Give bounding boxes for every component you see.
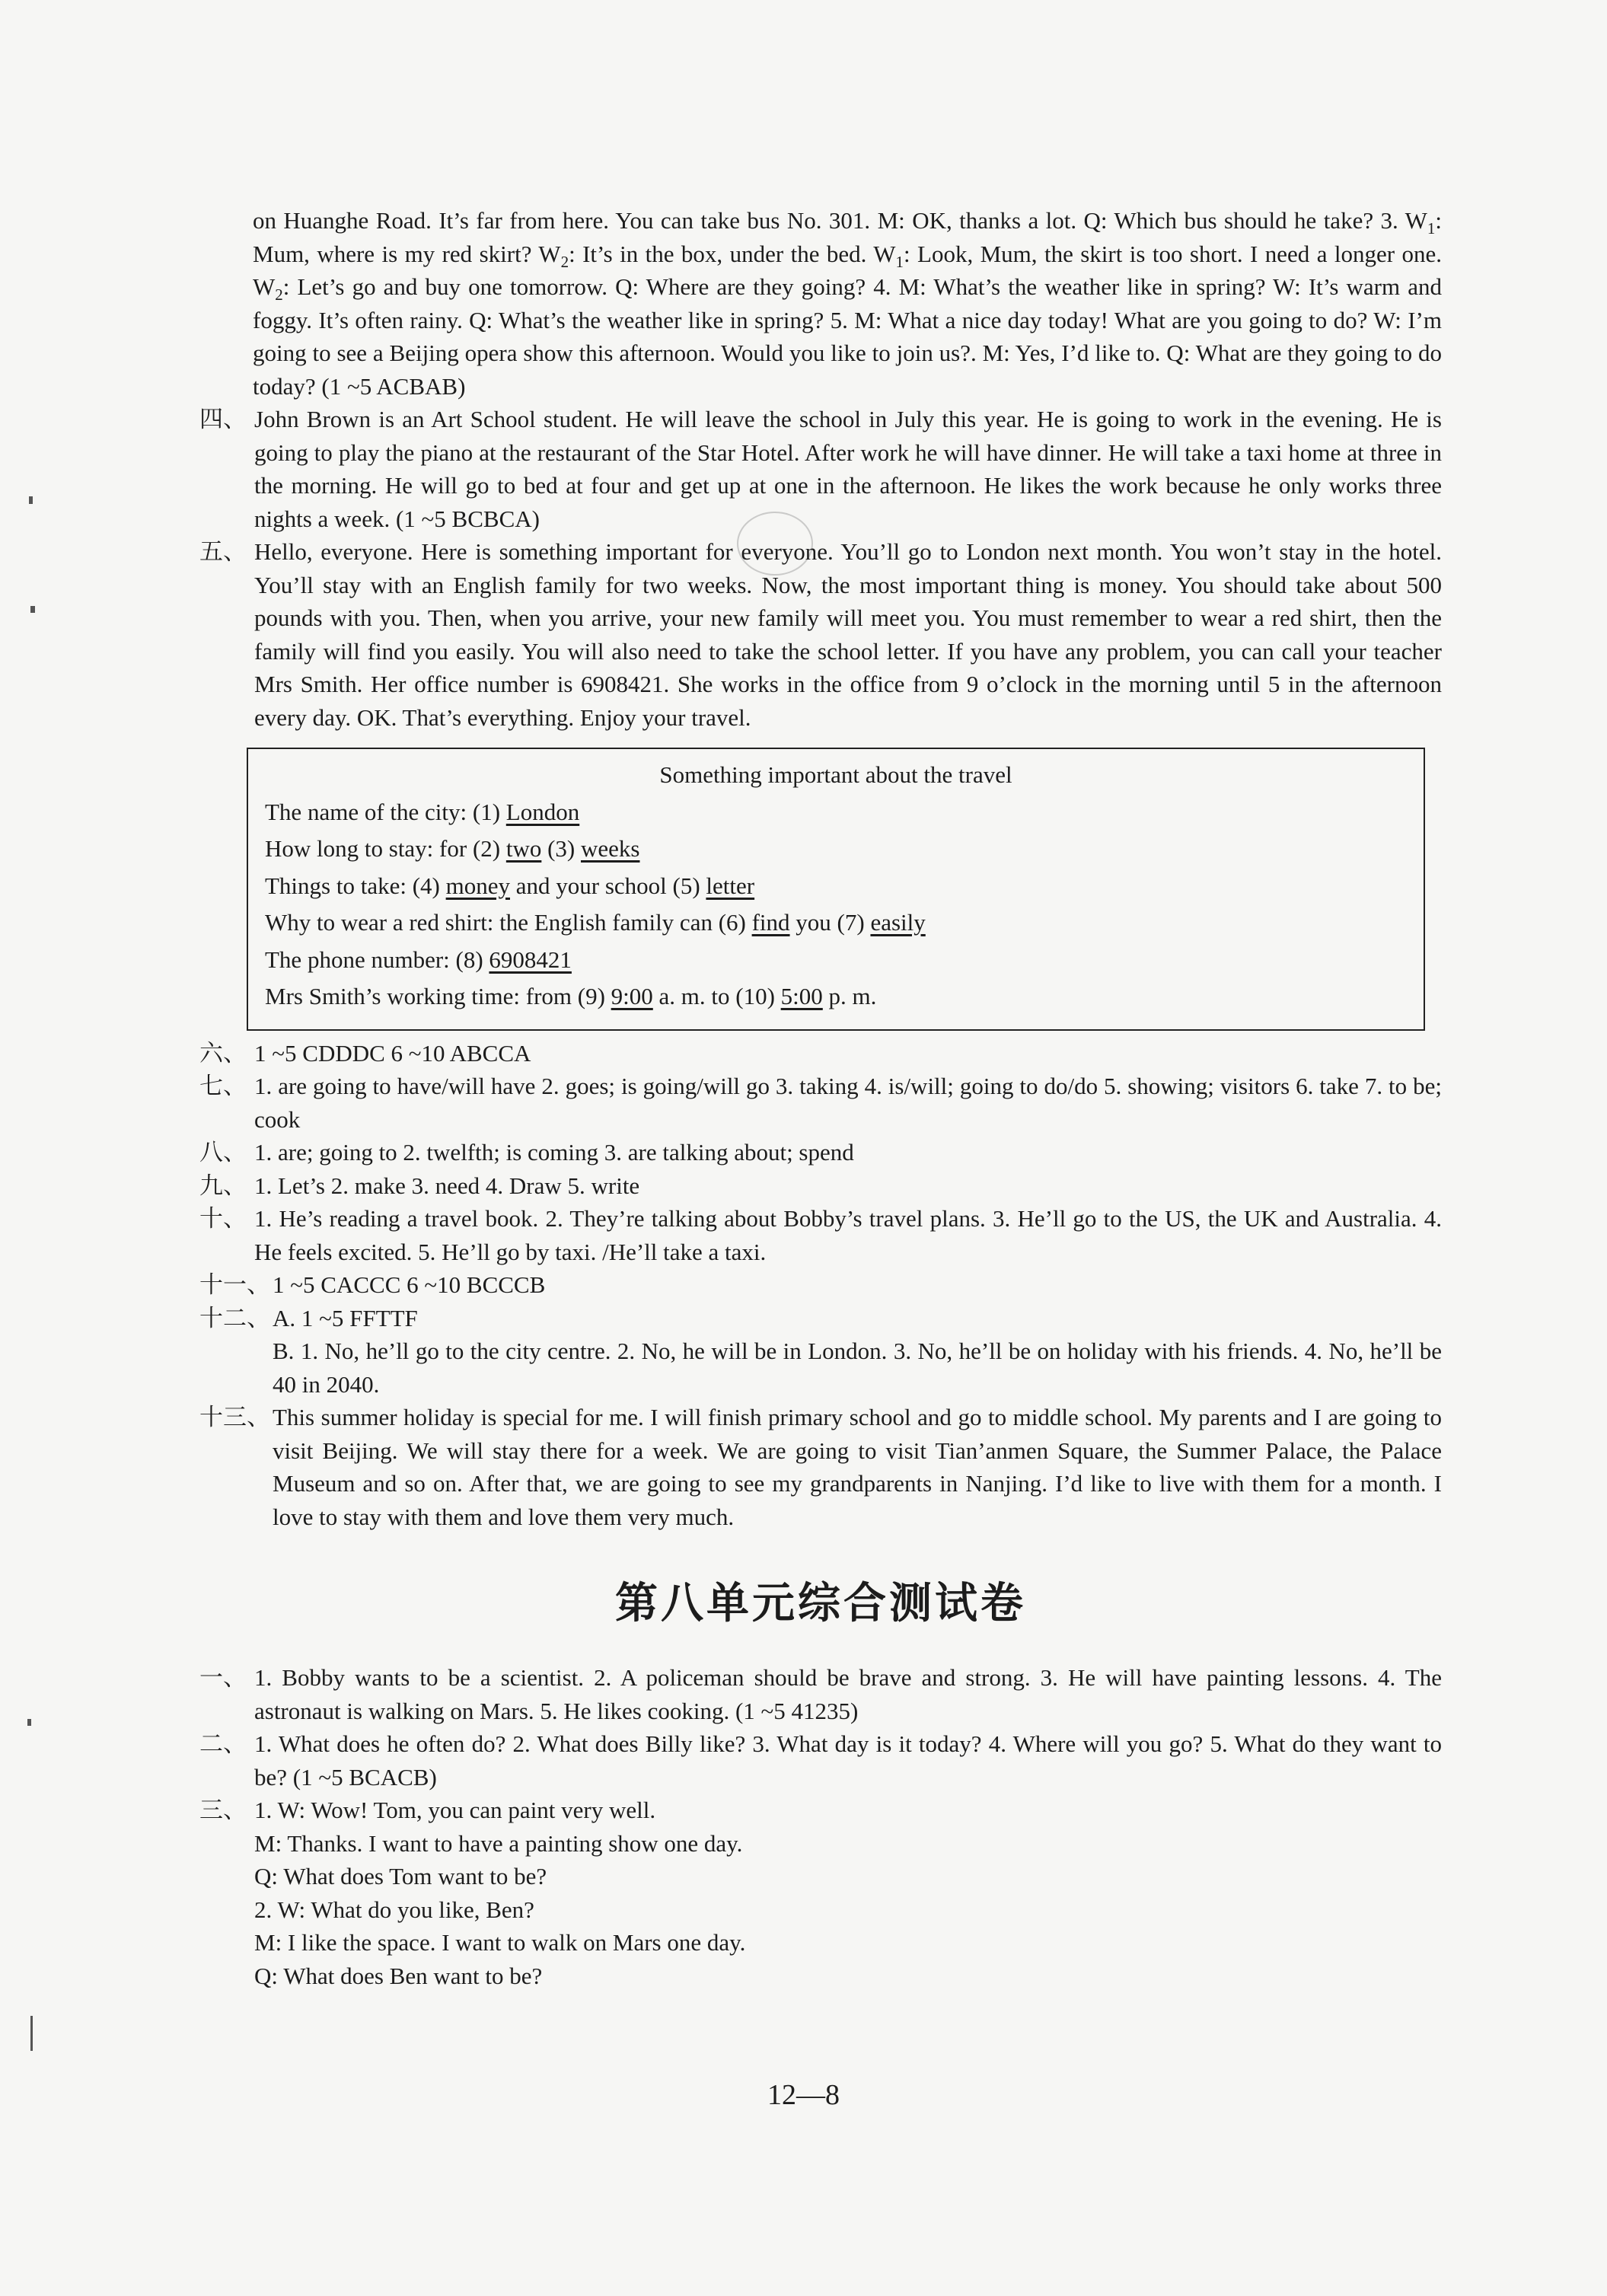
box-row-phone: The phone number: (8) 6908421 [265,946,572,973]
box-title: Something important about the travel [659,761,1012,788]
dialogue-line: 2. W: What do you like, Ben? [254,1896,534,1923]
unit-8-title: 第八单元综合测试卷 [615,1579,1026,1628]
page-number: 12—8 [767,2079,840,2111]
binding-mark [30,2016,33,2051]
section-label: 五、 [199,538,247,565]
unit8-section-1: 一、 1. Bobby wants to be a scientist. 2. A policeman should be brave and strong. 3. He will have painting lessons. 4. The astronaut is walking on Mars. 5. He likes cooking. (1 ~5 41235) [199,1664,1442,1724]
binding-mark [29,496,33,504]
section-label: 四、 [199,406,247,432]
binding-mark [30,606,35,613]
dialogue-line: M: I like the space. I want to walk on Mars one day. [254,1929,746,1956]
dialogue-line: 1. W: Wow! Tom, you can paint very well. [254,1797,656,1823]
travel-info-box [247,748,1425,1031]
section-7: 七、 1. are going to have/will have 2. goes; is going/will go 3. taking 4. is/will; going to do/do 5. showing; visitors 6. take 7. to be; cook [199,1073,1442,1133]
section-9: 九、 1. Let’s 2. make 3. need 4. Draw 5. write [199,1172,640,1199]
answer-content [199,204,1442,1992]
dialogue-line: M: Thanks. I want to have a painting show one day. [254,1829,743,1857]
section-text: John Brown is an Art School student. He will leave the school in July this year. He is going to work in the evening. He is going to play the piano at the restaurant of the Star Hotel. After work he will have dinner. He will take a taxi home at three in the morning. He will go to bed at four and get up at one in the afternoon. He likes the work because he only works three nights a week. (1 ~5 BCBCA) [254,406,1442,532]
section-5 [199,535,1442,734]
section-6: 六、 1 ~5 CDDDC 6 ~10 ABCCA [199,1039,531,1067]
binding-mark [27,1719,31,1726]
box-row-why: Why to wear a red shirt: the English family can (6) find you (7) easily [265,909,926,936]
section-11: 十一、 1 ~5 CACCC 6 ~10 BCCCB [199,1271,546,1298]
box-row-city: The name of the city: (1) London [265,798,580,825]
section-12: 十二、 A. 1 ~5 FFTTF B. 1. No, he’ll go to the city centre. 2. No, he will be in London. 3. No, he’ll be on holiday with his friends. 4. No, he’ll be 40 in 2040. [199,1304,1442,1398]
section-4 [199,403,1442,535]
box-row-time: Mrs Smith’s working time: from (9) 9:00 a. m. to (10) 5:00 p. m. [265,983,877,1009]
dialogue-line: Q: What does Ben want to be? [254,1962,543,1989]
section-13: 十三、 This summer holiday is special for me. I will finish primary school and go to middle school. My parents and I are going to visit Beijing. We will stay there for a week. We are going to visit Tian’anmen Square, the Summer Palace, the Palace Museum and so on. After that, we are going to see my grandparents in Nanjing. I’d like to live with them for a month. I love to stay with them and love them very much. [199,1404,1442,1530]
section-text: Hello, everyone. Here is something important for everyone. You’ll go to London next month. You won’t stay in the hotel. You’ll stay with an English family for two weeks. Now, the most important thing is money. You should take about 500 pounds with you. Then, when you arrive, your new family will meet you. You must remember to wear a red shirt, then the family will find you easily. You will also need to take the school letter. If you have any problem, you can call your teacher Mrs Smith. Her office number is 6908421. She works in the office from 9 o’clock in the morning until 5 in the afternoon every day. OK. That’s everything. Enjoy your travel. [254,538,1442,731]
section-3-continued: on Huanghe Road. It’s far from here. You can take bus No. 301. M: OK, thanks a lot. Q: Which bus should he take? 3. $W_1$: Mum, where is my red skirt? $W_2$: It’s in the box, under the bed. $W_1$: Look, Mum, the skirt is too short. I need a longer one. $W_2$: Let’s go and buy one tomorrow. Q: Where are they going? 4. M: What’s the weather like in spring? W: It’s warm and foggy. It’s often rainy. Q: What’s the weather like in spring? 5. M: What a nice day today! What are you going to do? W: I’m going to see a Beijing opera show this afternoon. Would you like to join us?. M: Yes, I’d like to. Q: What are they going to do today? (1 ~5 ACBAB) [253,207,1442,400]
section-10: 十、 1. He’s reading a travel book. 2. They’re talking about Bobby’s travel plans. 3. He’ll go to the US, the UK and Australia. 4. He feels excited. 5. He’ll go by taxi. /He’ll take a taxi. [199,1205,1442,1265]
unit8-section-2: 二、 1. What does he often do? 2. What does Billy like? 3. What day is it today? 4. Where will you go? 5. What do they want to be? (1 ~5 BCACB) [199,1730,1442,1791]
box-row-stay: How long to stay: for (2) two (3) weeks [265,835,640,862]
dialogue-line: Q: What does Tom want to be? [254,1863,547,1889]
unit8-section-3: 三、 1. W: Wow! Tom, you can paint very well. M: Thanks. I want to have a painting show one day. Q: What does Tom want to be? 2. W: What do you like, Ben? M: I like the space. I want to walk on Mars one day. Q: What does Ben want to be? [199,1794,1442,1992]
box-row-things: Things to take: (4) money and your school (5) letter [265,872,755,899]
section-8: 八、 1. are; going to 2. twelfth; is coming 3. are talking about; spend [199,1139,854,1166]
